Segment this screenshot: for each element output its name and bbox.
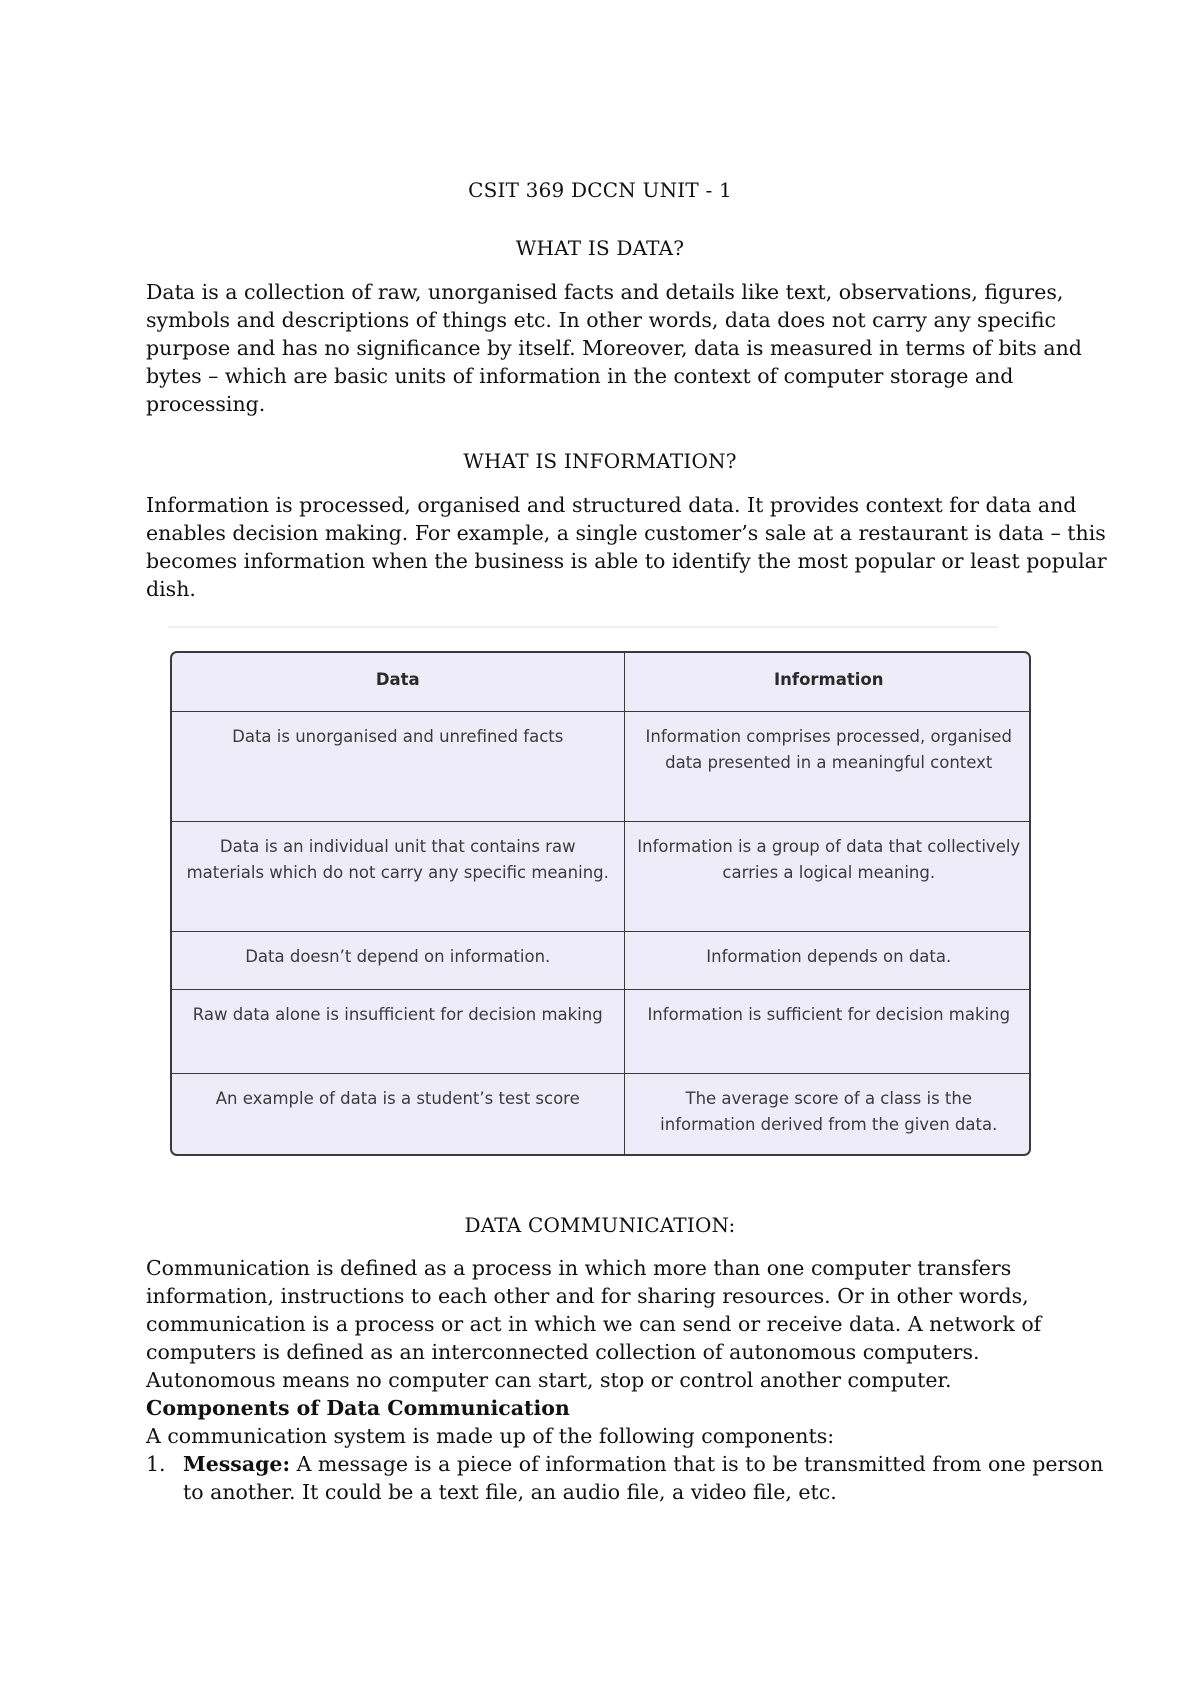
list-item-body	[183, 1450, 1104, 1506]
table-cell: Data doesn’t depend on information.	[172, 931, 624, 989]
text-line: Autonomous means no computer can start, stop or control another computer.	[146, 1368, 952, 1392]
table-cell: Information is a group of data that collectively carries a logical meaning.	[624, 821, 1031, 931]
text-line: dish.	[146, 577, 196, 601]
table-row	[172, 931, 1031, 989]
table-cell: Information is sufficient for decision making	[624, 989, 1031, 1073]
column-header-information: Information	[624, 653, 1031, 711]
text-line: Information is processed, organised and structured data. It provides context for data and	[146, 493, 1077, 517]
heading-what-is-information: WHAT IS INFORMATION?	[463, 449, 737, 473]
table-cell: Raw data alone is insufficient for decision making	[172, 989, 624, 1073]
text-line: communication is a process or act in which we can send or receive data. A network of	[146, 1312, 1042, 1336]
list-term: Message:	[183, 1452, 291, 1476]
document-title: CSIT 369 DCCN UNIT - 1	[468, 178, 732, 202]
paragraph-information-definition	[146, 491, 1107, 603]
paragraph-components-intro	[146, 1422, 1066, 1450]
divider	[168, 626, 998, 628]
table-cell: Data is an individual unit that contains raw materials which do not carry any specific meaning.	[172, 821, 624, 931]
table-cell: Information depends on data.	[624, 931, 1031, 989]
data-vs-information-table	[170, 651, 1031, 1156]
paragraph-communication-definition	[146, 1254, 1066, 1394]
text-line: computers is defined as an interconnected collection of autonomous computers.	[146, 1340, 980, 1364]
text-line: information, instructions to each other and for sharing resources. Or in other words,	[146, 1284, 1029, 1308]
text-line: enables decision making. For example, a single customer’s sale at a restaurant is data – this	[146, 521, 1106, 545]
text-line: Data is a collection of raw, unorganised facts and details like text, observations, figures,	[146, 280, 1064, 304]
table-header-row	[172, 653, 1031, 711]
table-cell: An example of data is a student’s test score	[172, 1073, 624, 1154]
table-cell: The average score of a class is the information derived from the given data.	[624, 1073, 1031, 1154]
text-line: to another. It could be a text file, an audio file, a video file, etc.	[183, 1480, 837, 1504]
table-row	[172, 1073, 1031, 1154]
heading-data-communication: DATA COMMUNICATION:	[464, 1213, 736, 1237]
table-cell: Information comprises processed, organised data presented in a meaningful context	[624, 711, 1031, 821]
paragraph-data-definition	[146, 278, 1082, 418]
list-number: 1.	[146, 1452, 166, 1476]
text-line: Communication is defined as a process in which more than one computer transfers	[146, 1256, 1012, 1280]
table-row	[172, 821, 1031, 931]
table-row	[172, 711, 1031, 821]
text-line: A communication system is made up of the following components:	[146, 1424, 835, 1448]
column-header-data: Data	[172, 653, 624, 711]
text-line: purpose and has no significance by itself. Moreover, data is measured in terms of bits and	[146, 336, 1082, 360]
text-line: becomes information when the business is able to identify the most popular or least popular	[146, 549, 1107, 573]
table-cell: Data is unorganised and unrefined facts	[172, 711, 624, 821]
text-line: processing.	[146, 392, 266, 416]
text-line	[183, 1450, 1104, 1478]
list-text: A message is a piece of information that is to be transmitted from one person	[290, 1452, 1104, 1476]
text-line: bytes – which are basic units of information in the context of computer storage and	[146, 364, 1014, 388]
subheading-components: Components of Data Communication	[146, 1396, 570, 1420]
text-line: symbols and descriptions of things etc. In other words, data does not carry any specific	[146, 308, 1057, 332]
table-row	[172, 989, 1031, 1073]
heading-what-is-data: WHAT IS DATA?	[515, 236, 685, 260]
